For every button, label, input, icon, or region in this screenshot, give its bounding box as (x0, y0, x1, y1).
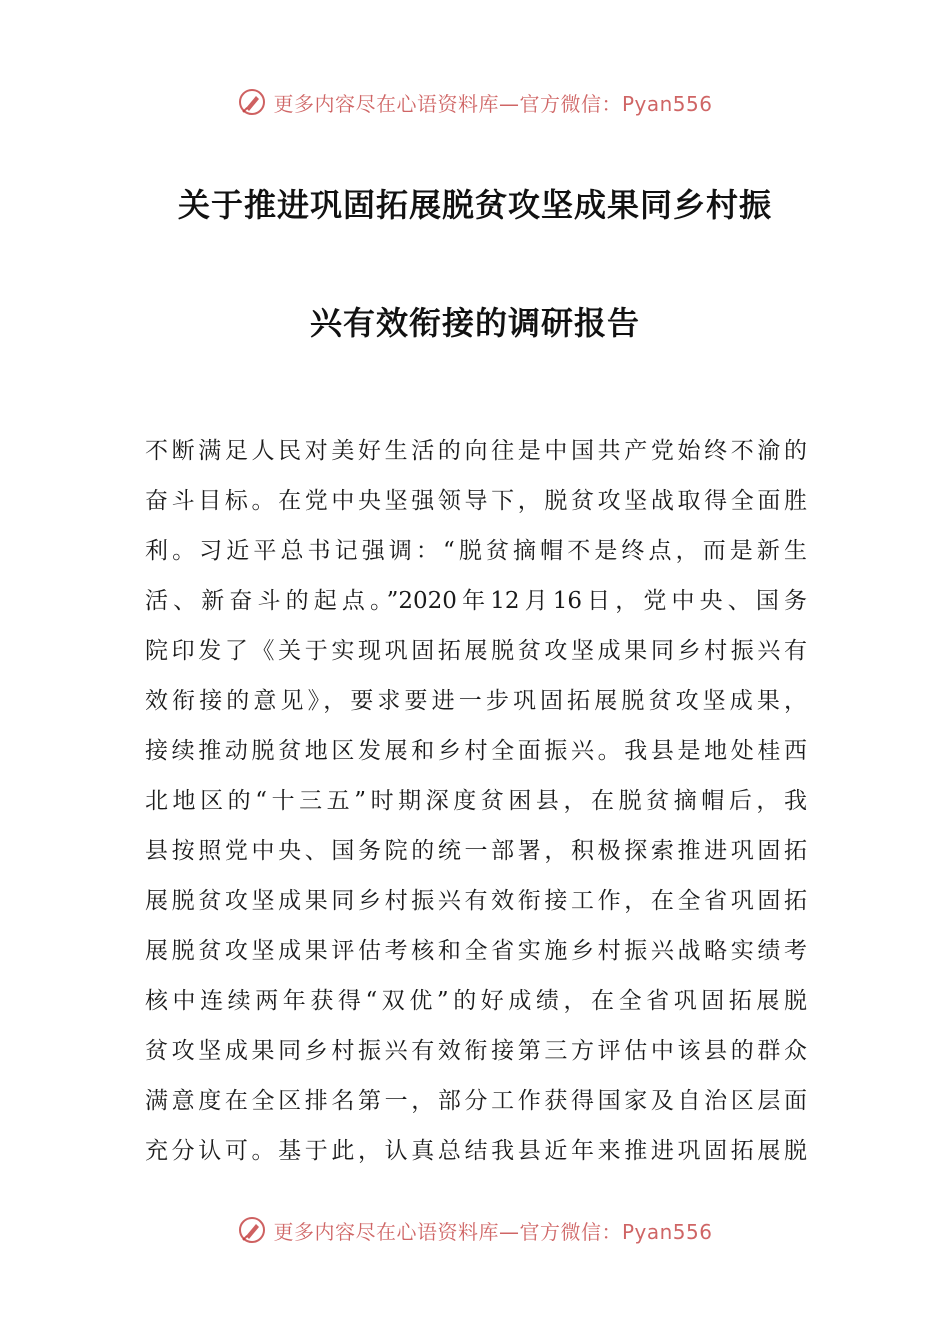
body-line: 活、新奋斗的起点。”2020年12月16日，党中央、国务 (145, 588, 807, 614)
watermark-text: 更多内容尽在心语资料库—官方微信：Pyan556 (273, 91, 713, 116)
document-title-line-2: 兴有效衔接的调研报告 (309, 304, 640, 342)
body-line: 效衔接的意见》，要求要进一步巩固拓展脱贫攻坚成果， (145, 688, 807, 714)
body-line: 院印发了《关于实现巩固拓展脱贫攻坚成果同乡村振兴有 (145, 638, 807, 664)
body-line: 利。习近平总书记强调：“脱贫摘帽不是终点，而是新生 (145, 538, 807, 564)
body-line: 展脱贫攻坚成果同乡村振兴有效衔接工作，在全省巩固拓 (145, 888, 807, 914)
body-paragraph (145, 426, 807, 1176)
body-line: 接续推动脱贫地区发展和乡村全面振兴。我县是地处桂西 (145, 738, 807, 764)
body-line: 奋斗目标。在党中央坚强领导下，脱贫攻坚战取得全面胜 (145, 488, 807, 514)
body-line: 展脱贫攻坚成果评估考核和全省实施乡村振兴战略实绩考 (145, 938, 807, 964)
body-line: 充分认可。基于此，认真总结我县近年来推进巩固拓展脱 (145, 1138, 807, 1164)
body-line: 县按照党中央、国务院的统一部署，积极探索推进巩固拓 (145, 838, 807, 864)
document-title-line-1: 关于推进巩固拓展脱贫攻坚成果同乡村振 (177, 186, 772, 224)
body-line: 不断满足人民对美好生活的向往是中国共产党始终不渝的 (145, 438, 807, 464)
pen-logo-icon (237, 1215, 267, 1245)
watermark-banner-top (0, 82, 950, 122)
pen-logo-icon (237, 87, 267, 117)
body-line: 北地区的“十三五”时期深度贫困县，在脱贫摘帽后，我 (145, 788, 807, 814)
body-line: 贫攻坚成果同乡村振兴有效衔接第三方评估中该县的群众 (145, 1038, 807, 1064)
watermark-banner-bottom (0, 1210, 950, 1250)
body-line: 满意度在全区排名第一，部分工作获得国家及自治区层面 (145, 1088, 807, 1114)
watermark-text: 更多内容尽在心语资料库—官方微信：Pyan556 (273, 1219, 713, 1244)
body-line: 核中连续两年获得“双优”的好成绩，在全省巩固拓展脱 (145, 988, 807, 1014)
